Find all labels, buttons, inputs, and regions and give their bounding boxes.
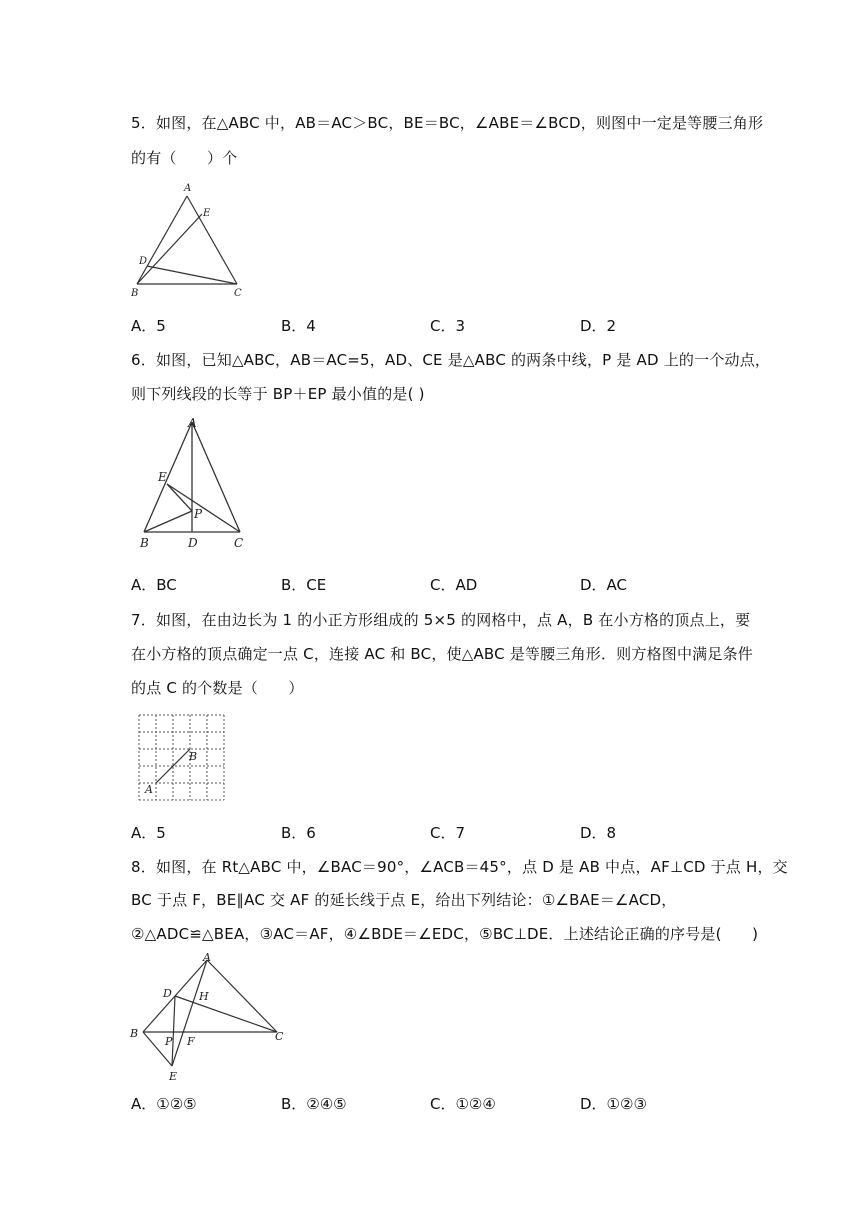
q7-label-b: B — [189, 750, 198, 763]
q6-option-d[interactable]: D．AC — [580, 576, 628, 594]
q5-option-c[interactable]: C．3 — [430, 317, 466, 335]
q7-option-c[interactable]: C．7 — [430, 824, 466, 842]
q8-label-a: A — [203, 951, 211, 964]
q6-figure — [133, 410, 253, 555]
q5-option-d[interactable]: D．2 — [580, 317, 617, 335]
q6-label-c: C — [234, 536, 244, 550]
q8-line-2: BC 于点 F，BE∥AC 交 AF 的延长线于点 E，给出下列结论：①∠BAE＝∠ACD， — [131, 891, 677, 909]
q5-option-b[interactable]: B．4 — [281, 317, 316, 335]
q8-label-e: E — [169, 1070, 178, 1083]
q5-option-a[interactable]: A．5 — [131, 317, 166, 335]
q8-option-a[interactable]: A．①②⑤ — [131, 1095, 197, 1113]
q8-option-d[interactable]: D．①②③ — [580, 1095, 647, 1113]
q5-label-e: E — [203, 208, 211, 219]
q8-line-3: ②△ADC≌△BEA，③AC＝AF，④∠BDE＝∠EDC，⑤BC⊥DE．上述结论正确的序号是( ) — [131, 925, 759, 943]
q7-grid-figure — [134, 710, 230, 806]
q5-line-1: 5．如图，在△ABC 中，AB＝AC＞BC，BE＝BC，∠ABE＝∠BCD，则图中一定是等腰三角形 — [131, 114, 764, 132]
q8-label-h: H — [199, 990, 209, 1003]
q6-label-a: A — [188, 416, 197, 430]
q6-option-c[interactable]: C．AD — [430, 576, 478, 594]
q6-label-d: D — [188, 536, 198, 550]
q8-label-d: D — [163, 987, 172, 1000]
q7-line-3: 的点 C 的个数是（ ） — [131, 679, 304, 697]
q5-line-2: 的有（ ）个 — [131, 149, 238, 167]
q6-label-e: E — [158, 470, 167, 484]
q8-label-b: B — [130, 1027, 139, 1040]
q8-option-b[interactable]: B．②④⑤ — [281, 1095, 347, 1113]
q6-line-2: 则下列线段的长等于 BP＋EP 最小值的是( ) — [131, 385, 425, 403]
q5-figure — [126, 180, 256, 300]
q8-option-c[interactable]: C．①②④ — [430, 1095, 496, 1113]
q6-label-b: B — [140, 536, 149, 550]
q5-label-d: D — [139, 256, 148, 267]
q7-label-a: A — [145, 783, 153, 796]
q5-label-a: A — [184, 183, 192, 194]
q5-label-c: C — [234, 288, 242, 299]
q7-line-2: 在小方格的顶点确定一点 C，连接 AC 和 BC，使△ABC 是等腰三角形．则方格图中满足条件 — [131, 645, 753, 663]
q8-label-c: C — [275, 1030, 284, 1043]
q7-option-d[interactable]: D．8 — [580, 824, 617, 842]
q6-option-b[interactable]: B．CE — [281, 576, 327, 594]
q6-line-1: 6．如图，已知△ABC，AB＝AC=5，AD、CE 是△ABC 的两条中线，P 是 AD 上的一个动点， — [131, 351, 771, 369]
q8-line-1: 8．如图，在 Rt△ABC 中，∠BAC＝90°，∠ACB＝45°，点 D 是 AB 中点，AF⊥CD 于点 H，交 — [131, 858, 788, 876]
q7-option-b[interactable]: B．6 — [281, 824, 316, 842]
q7-line-1: 7．如图，在由边长为 1 的小正方形组成的 5×5 的网格中，点 A，B 在小方格的顶点上，要 — [131, 611, 751, 629]
q7-option-a[interactable]: A．5 — [131, 824, 166, 842]
q8-label-f: F — [187, 1035, 195, 1048]
q6-option-a[interactable]: A．BC — [131, 576, 177, 594]
q8-figure — [126, 950, 291, 1085]
q8-label-p: P — [165, 1035, 173, 1048]
q5-label-b: B — [131, 288, 139, 299]
q6-label-p: P — [194, 507, 203, 521]
